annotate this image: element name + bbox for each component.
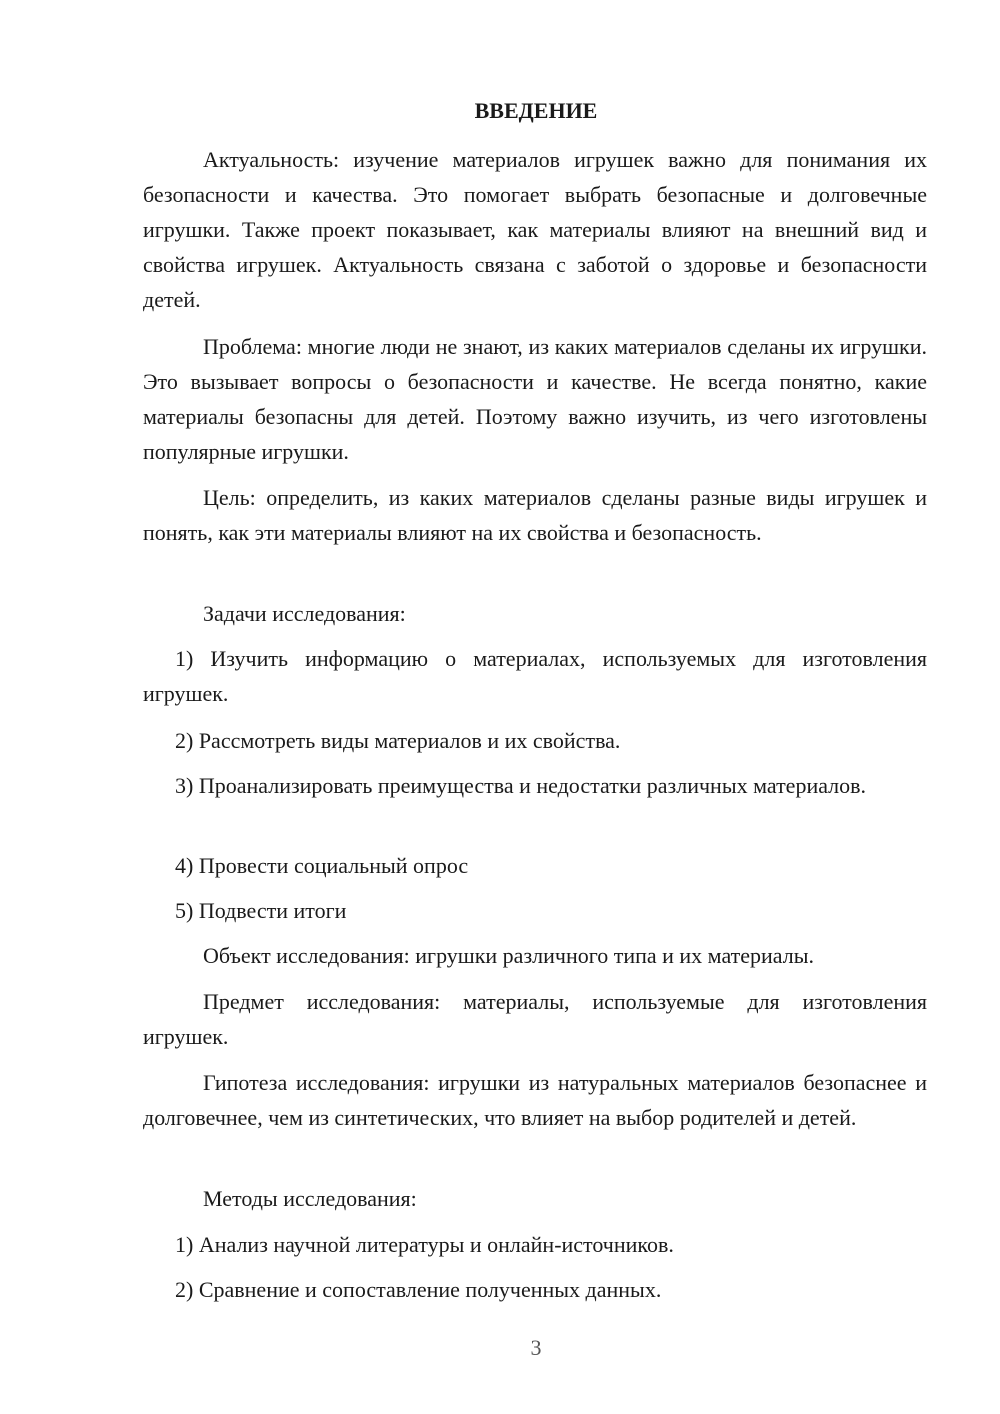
task-item-4: 4) Провести социальный опрос: [175, 853, 469, 878]
goal-paragraph: Цель: определить, из каких материалов сделаны разные виды игрушек и понять, как эти материалы влияют на их свойства и безопасность.: [143, 485, 927, 545]
tasks-heading: Задачи исследования:: [203, 601, 406, 626]
object-paragraph: Объект исследования: игрушки различного типа и их материалы.: [203, 943, 815, 968]
method-item-1: 1) Анализ научной литературы и онлайн-источников.: [175, 1232, 674, 1257]
section-title: ВВЕДЕНИЕ: [474, 98, 598, 123]
method-item-2: 2) Сравнение и сопоставление полученных данных.: [175, 1277, 662, 1302]
problem-paragraph: Проблема: многие люди не знают, из каких материалов сделаны их игрушки. Это вызывает вопросы о безопасности и качестве. Не всегда понятно, какие материалы безопасны для детей. Поэтому важно изучить, из чего изготовлены популярные игрушки.: [143, 334, 927, 464]
task-item-5: 5) Подвести итоги: [175, 898, 347, 923]
task-item-3: 3) Проанализировать преимущества и недостатки различных материалов.: [175, 773, 867, 798]
hypothesis-paragraph: Гипотеза исследования: игрушки из натуральных материалов безопаснее и долговечнее, чем из синтетических, что влияет на выбор родителей и детей.: [143, 1070, 927, 1130]
relevance-paragraph: Актуальность: изучение материалов игрушек важно для понимания их безопасности и качества. Это помогает выбрать безопасные и долговечные игрушки. Также проект показывает, как материалы влияют на внешний вид и свойства игрушек. Актуальность связана с заботой о здоровье и безопасности детей.: [143, 147, 927, 312]
page-number: 3: [530, 1335, 542, 1360]
task-item-2: 2) Рассмотреть виды материалов и их свойства.: [175, 728, 621, 753]
methods-heading: Методы исследования:: [203, 1186, 417, 1211]
subject-paragraph: Предмет исследования: материалы, используемые для изготовления игрушек.: [143, 989, 927, 1049]
task-item-1: 1) Изучить информацию о материалах, используемых для изготовления игрушек.: [143, 646, 927, 706]
